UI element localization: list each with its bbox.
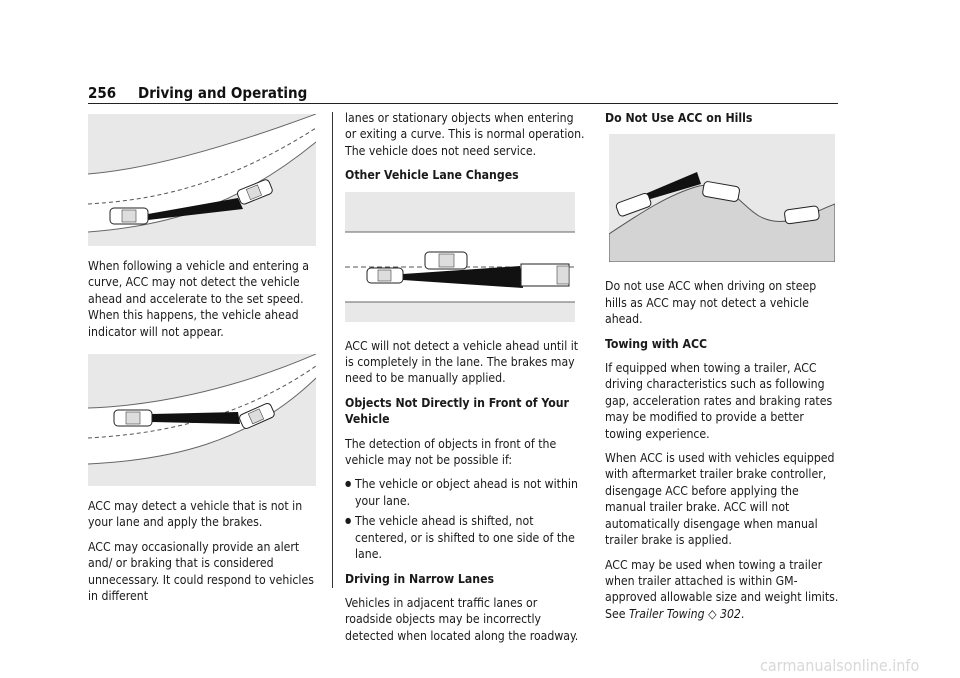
paragraph: The detection of objects in front of the vehicle may not be possible if: bbox=[345, 436, 557, 468]
paragraph: Do not use ACC when driving on steep hills as ACC may not detect a vehicle ahead. bbox=[605, 279, 817, 327]
paragraph: lanes or stationary objects when entering or exiting a curve. This is normal operation. The vehicle does not need service. bbox=[345, 111, 585, 158]
subheading: Objects Not Directly in Front of Your Vehicle bbox=[345, 395, 569, 427]
column-rule bbox=[332, 112, 333, 588]
column-3 bbox=[605, 110, 841, 630]
paragraph: When following a vehicle and entering a curve, ACC may not detect the vehicle ahead and accelerate to the set speed. When this happens, the vehicle ahead indicator will not appear. bbox=[88, 259, 310, 339]
subheading: Driving in Narrow Lanes bbox=[345, 571, 495, 586]
header-rule bbox=[88, 103, 838, 104]
lane-change-illustration bbox=[345, 192, 575, 322]
own-car bbox=[110, 208, 148, 224]
list-item: ● The vehicle ahead is shifted, not centered, or is shifted to one side of the lane. bbox=[345, 513, 585, 562]
cross-reference-link[interactable]: Trailer Towing ◇ 302 bbox=[628, 606, 741, 621]
bullet-list bbox=[345, 476, 585, 562]
subheading: Other Vehicle Lane Changes bbox=[345, 168, 519, 183]
cross-reference-arrow-icon: ◇ bbox=[708, 606, 717, 621]
paragraph: ACC may occasionally provide an alert and/ or braking that is considered unnecessary. It could respond to vehicles in different bbox=[88, 539, 314, 604]
watermark: carmanualsonline.info bbox=[760, 656, 920, 675]
subheading: Do Not Use ACC on Hills bbox=[605, 111, 753, 125]
page-number: 256 bbox=[88, 84, 117, 102]
paragraph: ACC may detect a vehicle that is not in your lane and apply the brakes. bbox=[88, 499, 303, 530]
paragraph: ACC will not detect a vehicle ahead until it is completely in the lane. The brakes may need to be manually applied. bbox=[345, 338, 579, 386]
curve-illustration-1 bbox=[88, 114, 316, 246]
hill-illustration bbox=[609, 134, 835, 262]
section-title: Driving and Operating bbox=[138, 84, 308, 102]
column-2 bbox=[345, 110, 585, 652]
paragraph: If equipped when towing a trailer, ACC driving characteristics such as following gap, acceleration rates and braking rates may be modified to provide a better towing experience. bbox=[605, 361, 833, 441]
paragraph: Vehicles in adjacent traffic lanes or roadside objects may be incorrectly detected when located along the roadway. bbox=[345, 595, 579, 643]
curve-illustration-2 bbox=[88, 354, 316, 486]
column-1 bbox=[88, 114, 324, 612]
subheading: Towing with ACC bbox=[605, 336, 708, 351]
paragraph: When ACC is used with vehicles equipped with aftermarket trailer brake controller, disengage ACC before applying the manual trailer brake. ACC will not automatically disengage when manual trailer brake is applied. bbox=[605, 451, 835, 548]
list-item: ● The vehicle or object ahead is not within your lane. bbox=[345, 476, 585, 509]
paragraph: ACC may be used when towing a trailer when trailer attached is within GM-approved allowable size and weight limits. See Trailer Towing ◇ 302. bbox=[605, 557, 839, 621]
